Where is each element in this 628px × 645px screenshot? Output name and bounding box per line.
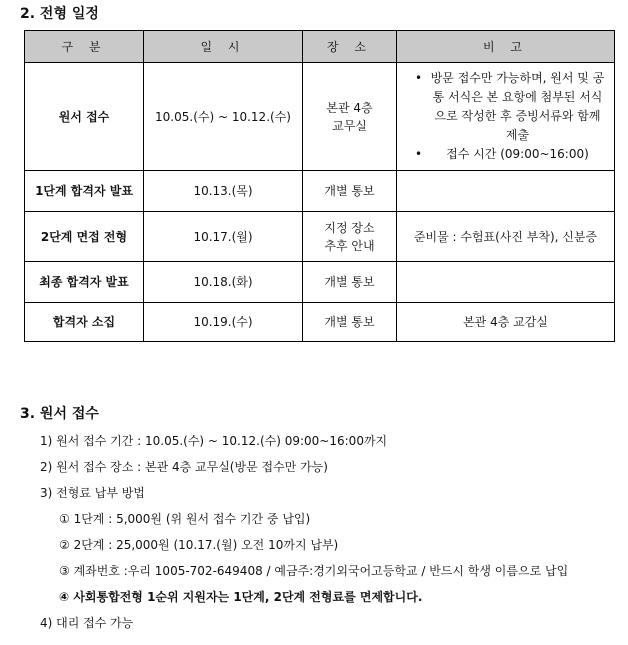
row-place: 개별 통보	[303, 262, 397, 303]
header-place: 장 소	[303, 31, 397, 63]
row-date: 10.18.(화)	[144, 262, 303, 303]
sub-item-fee-waiver: ④ 사회통합전형 1순위 지원자는 1단계, 2단계 전형료를 면제합니다.	[59, 590, 423, 604]
table-row	[25, 171, 615, 212]
list-item: 3) 전형료 납부 방법	[40, 486, 145, 500]
note-item: • 접수 시간 (09:00~16:00)	[415, 145, 606, 164]
sub-item: ② 2단계 : 25,000원 (10.17.(월) 오전 10까지 납부)	[59, 538, 339, 552]
table-row	[25, 262, 615, 303]
row-label: 원서 접수	[25, 63, 144, 171]
row-place	[303, 63, 397, 171]
row-note	[397, 262, 615, 303]
row-place: 개별 통보	[303, 303, 397, 342]
list-item: 2) 원서 접수 장소 : 본관 4층 교무실(방문 접수만 가능)	[40, 460, 328, 474]
table-header-row	[25, 31, 615, 63]
schedule-table	[24, 30, 615, 342]
row-date: 10.05.(수) ~ 10.12.(수)	[144, 63, 303, 171]
notes-list	[401, 69, 610, 164]
row-place	[303, 212, 397, 262]
row-label: 2단계 면접 전형	[25, 212, 144, 262]
row-date: 10.19.(수)	[144, 303, 303, 342]
row-date: 10.17.(월)	[144, 212, 303, 262]
table-row	[25, 63, 615, 171]
row-note: 준비물 : 수험표(사진 부착), 신분증	[397, 212, 615, 262]
application-details	[40, 428, 615, 636]
header-category: 구 분	[25, 31, 144, 63]
row-notes	[397, 63, 615, 171]
sub-item: ① 1단계 : 5,000원 (위 원서 접수 기간 중 납입)	[59, 512, 311, 526]
row-place: 개별 통보	[303, 171, 397, 212]
note-item: • 방문 접수만 가능하며, 원서 및 공통 서식은 본 요항에 첨부된 서식으로 작성한 후 증빙서류와 함께 제출	[415, 69, 606, 145]
row-place-text: 본관 4층 교무실	[326, 100, 373, 133]
row-place-text: 지정 장소 추후 안내	[324, 220, 375, 253]
table-row	[25, 212, 615, 262]
row-note: 본관 4층 교감실	[397, 303, 615, 342]
table-row	[25, 303, 615, 342]
header-datetime: 일 시	[144, 31, 303, 63]
row-label: 최종 합격자 발표	[25, 262, 144, 303]
sub-item: ③ 계좌번호 :우리 1005-702-649408 / 예금주:경기외국어고등학교 / 반드시 학생 이름으로 납입	[59, 564, 569, 578]
row-date: 10.13.(목)	[144, 171, 303, 212]
header-remarks: 비 고	[397, 31, 615, 63]
row-note	[397, 171, 615, 212]
section-2-title: 2. 전형 일정	[20, 6, 99, 22]
list-item: 1) 원서 접수 기간 : 10.05.(수) ~ 10.12.(수) 09:00~16:00까지	[40, 434, 388, 448]
list-item: 4) 대리 접수 가능	[40, 616, 134, 630]
row-label: 합격자 소집	[25, 303, 144, 342]
section-3-title: 3. 원서 접수	[20, 406, 99, 422]
row-label: 1단계 합격자 발표	[25, 171, 144, 212]
